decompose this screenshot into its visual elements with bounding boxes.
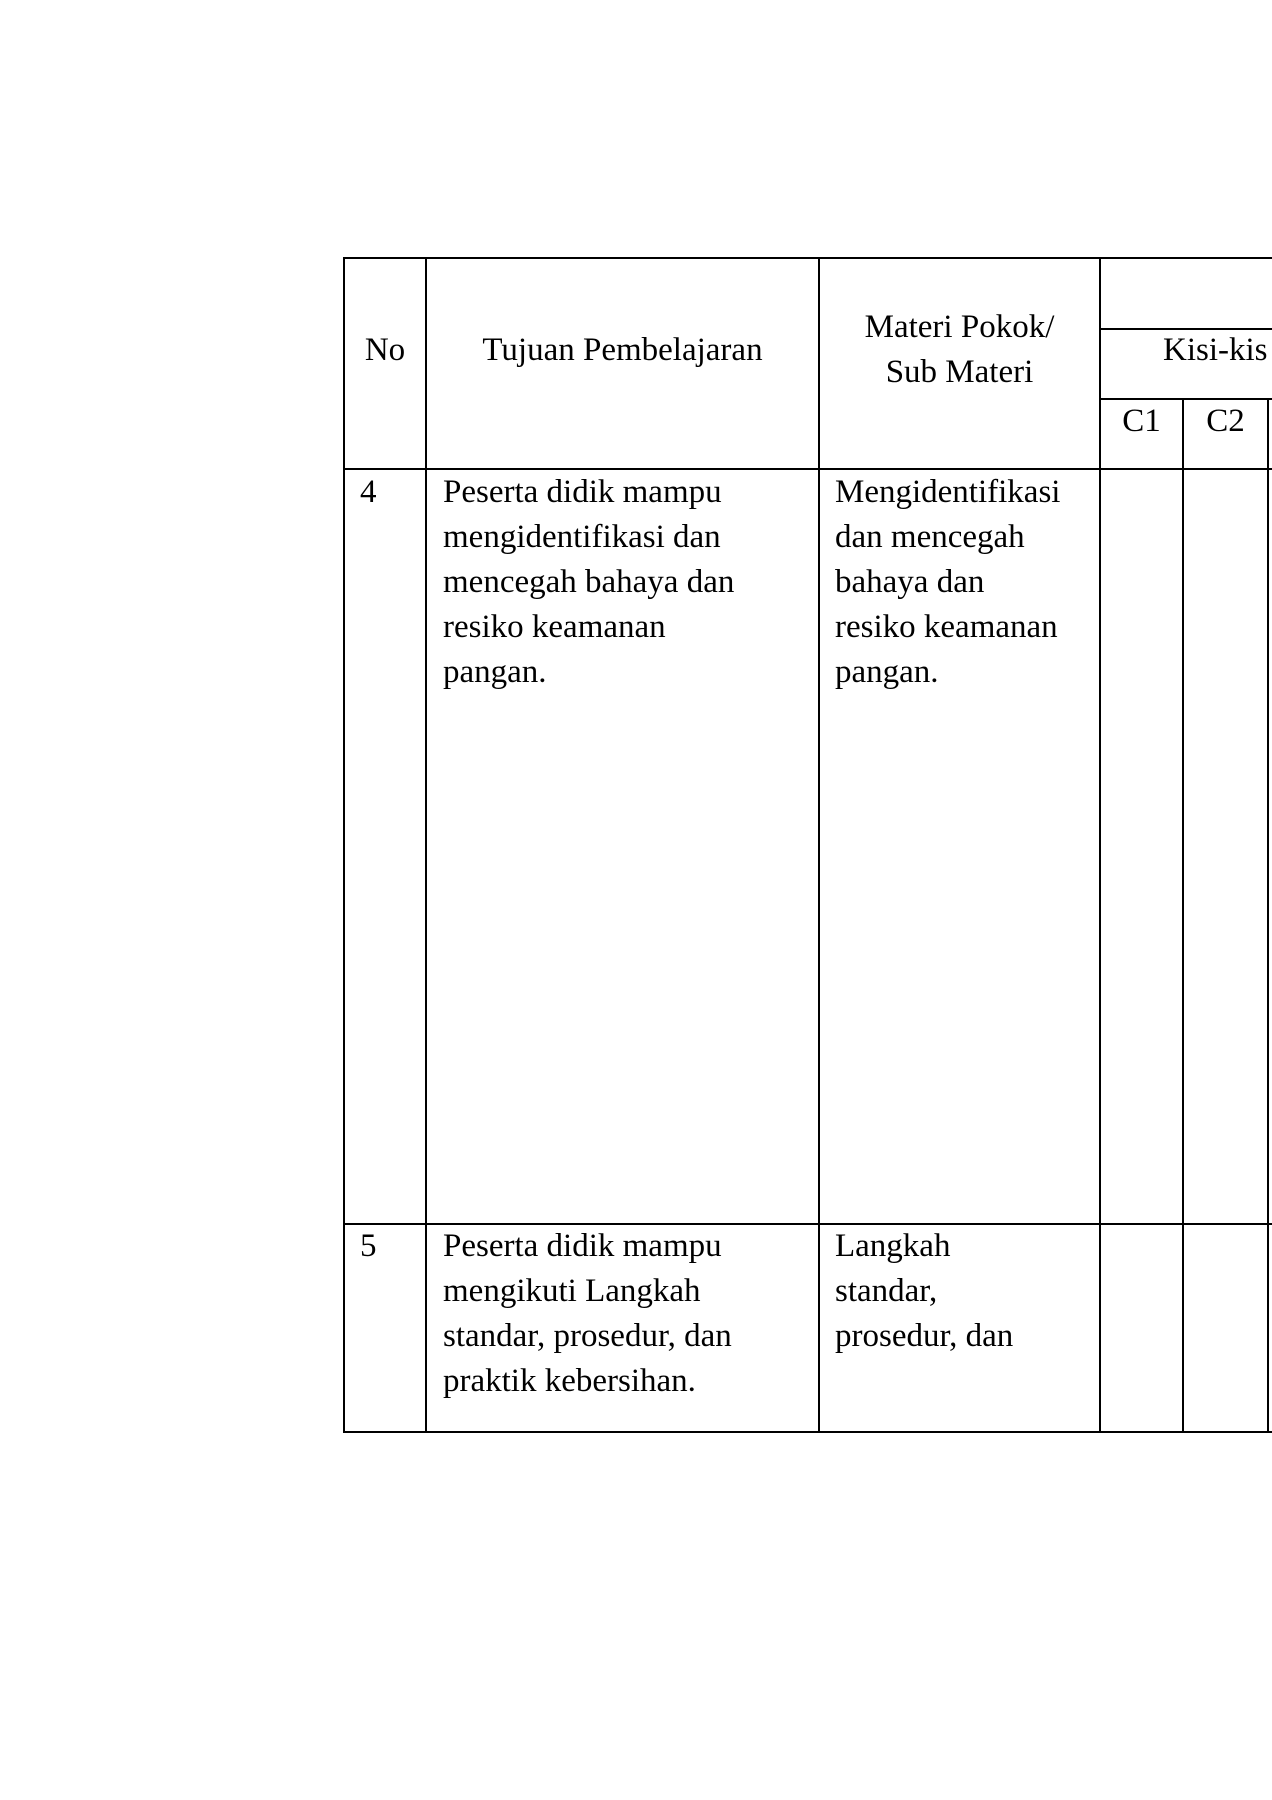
table-top-border xyxy=(343,257,1272,259)
table-left-border xyxy=(343,257,345,1432)
row-5-no: 5 xyxy=(360,1228,377,1264)
header-no: No xyxy=(364,332,406,368)
header-c1: C1 xyxy=(1122,403,1161,439)
header-c2: C2 xyxy=(1206,403,1245,439)
header-tujuan: Tujuan Pembelajaran xyxy=(482,332,763,368)
row-5-tujuan: Peserta didik mampu mengikuti Langkah standar, prosedur, dan praktik kebersihan. xyxy=(443,1228,732,1399)
header-materi: Materi Pokok/ Sub Materi xyxy=(864,309,1055,390)
column-divider-c2 xyxy=(1267,398,1269,1432)
column-divider-tujuan xyxy=(818,257,820,1432)
row-4-materi: Mengidentifikasi dan mencegah bahaya dan resiko keamanan pangan. xyxy=(835,474,1061,690)
row-4-no: 4 xyxy=(360,474,377,510)
table-bottom-border xyxy=(343,1431,1272,1433)
header-kisi: Kisi-kis xyxy=(1163,332,1268,368)
column-divider-no xyxy=(425,257,427,1432)
row-5-materi: Langkah standar, prosedur, dan xyxy=(835,1228,1014,1354)
row-4-tujuan: Peserta didik mampu mengidentifikasi dan mencegah bahaya dan resiko keamanan pangan. xyxy=(443,474,735,690)
column-divider-c1 xyxy=(1182,398,1184,1432)
